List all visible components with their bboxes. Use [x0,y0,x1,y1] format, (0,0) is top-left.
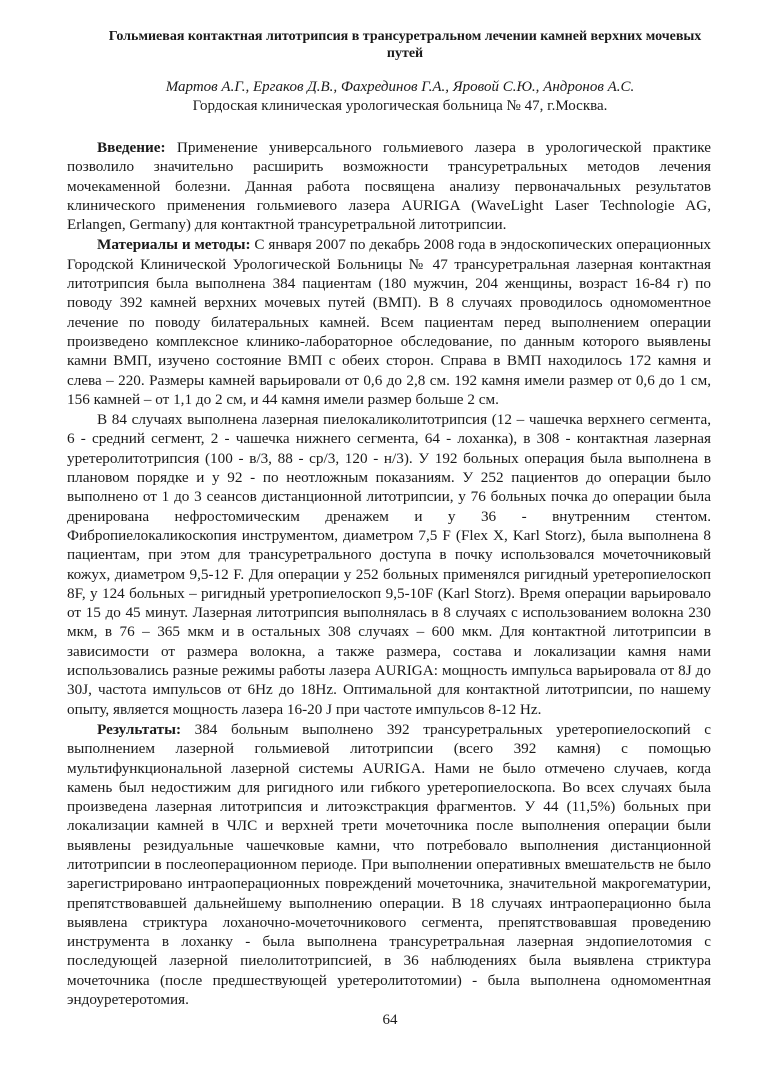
paragraph-text: Применение универсального гольмиевого лазера в урологической практике позволило значительно расширить возможности трансуретральных методов лечения мочекаменной болезни. Данная работа посвящена анализу первоначальных результатов клинического применения гольмиевого лазера AURIGA (WaveLight Laser Technologie AG, Erlangen, Germany) для контактной трансуретральной литотрипсии. [67,139,711,234]
section-heading-methods: Материалы и методы: [97,236,251,254]
paragraph-text: 384 больным выполнено 392 трансуретральных уретеропиелоскопий с выполнением лазерной гольмиевой литотрипсии (всего 392 камня) с помощью мультифункциональной лазерной системы AURIGA. Нами не было отмечено случаев, когда камень был недостижим для ригидного или гибкого уретеропиелоскопа. Во всех случаях была произведена лазерная литотрипсия и литоэкстракция фрагментов. У 44 (11,5%) больных при локализации камней в ЧЛС и верхней трети мочеточника после выполнения операции были выявлены резидуальные чашечковые камни, что потребовало выполнения дистанционной литотрипсии в послеоперационном периоде. При выполнении оперативных вмешательств не было зарегистрировано интраоперационных повреждений мочеточника, значительной макрогематурии, препятствовавшей дальнейшему выполнению операции. В 18 случаях интраоперационно была выявлена стриктура лоханочно-мочеточникового сегмента, препятствовавшая проведению инструмента в лоханку - была выполнена трансуретральная лазерная эндопиелотомия с последующей лазерной пиелолитотрипсией, в 36 наблюдениях была выявлена стриктура мочеточника (после предшествующей уретеролитотомии) - была выполнена одномоментная эндоуретеротомия. [67,720,711,1009]
paper-title: Гольмиевая контактная литотрипсия в трансуретральном лечении камней верхних мочевых путей [108,29,702,61]
affiliation: Гордоская клиническая урологическая больница № 47, г.Москва. [192,98,608,114]
paragraph-text: С января 2007 по декабрь 2008 года в эндоскопических операционных Городской Клинической Урологической Больницы № 47 трансуретральная лазерная контактная литотрипсия была выполнена 384 пациентам (180 мужчин, 204 женщины, возраст 16-84 г) по поводу 392 камней верхних мочевых путей (ВМП). В 8 случаях проводилось одномоментное лечение по поводу билатеральных камней. Всем пациентам перед выполнением операции произведено комплексное клинико-лабораторное обследование, по данным которого выявлены камни ВМП, изучено состояние ВМП с обеих сторон. Справа в ВМП находилось 172 камня и слева – 220. Размеры камней варьировали от 0,6 до 2,8 см. 192 камня имели размер от 0,6 до 1 см, 156 камней – от 1,1 до 2 см, и 44 камня имели размер больше 2 см. [67,236,711,408]
paragraph-methods [67,235,711,409]
article-body [67,138,711,1009]
author-list: Мартов А.Г., Ергаков Д.В., Фахрединов Г.А., Яровой С.Ю., Андронов А.С. [165,79,635,95]
paragraph-text: В 84 случаях выполнена лазерная пиелокаликолитотрипсия (12 – чашечка верхнего сегмента, 6 - средний сегмент, 2 - чашечка нижнего сегмента, 64 - лоханка), в 308 - контактная лазерная уретеролитотрипсия (100 - в/3, 88 - ср/3, 120 - н/3). У 192 больных операция была выполнена в плановом порядке и у 92 - по неотложным показаниям. У 252 пациентов до операции было выполнено от 1 до 3 сеансов дистанционной литотрипсии, у 76 больных почка до операции была дренирована нефростомическим дренажем и у 36 - внутренним стентом. Фибропиелокаликоскопия инструментом, диаметром 7,5 F (Flex X, Karl Storz), была выполнена 8 пациентам, при этом для трансуретрального доступа в почку использовался мочеточниковый кожух, диаметром 9,5-12 F. Для операции у 252 больных применялся ригидный уретеропиелоскоп 8F, у 124 больных – ригидный уретропиелоскоп 9,5-10F (Karl Storz). Время операции варьировало от 15 до 45 минут. Лазерная литотрипсия выполнялась в 8 случаях с использованием волокна 230 мкм, в 76 – 365 мкм и в остальных 308 случаях – 600 мкм. Для контактной литотрипсии в зависимости от размера волокна, а также размера, состава и локализации камня нами использовались разные режимы работы лазера AURIGA: мощность импульса варьировала от 8J до 30J, частота импульсов от 6Hz до 18Hz. Оптимальной для контактной литотрипсии, по нашему опыту, является мощность лазера 16-20 J при частоте импульсов 8-12 Hz. [67,411,711,718]
page-number: 64 [382,1012,398,1028]
paragraph-introduction [67,138,711,234]
paragraph-methods-continued [67,410,711,719]
paragraph-results [67,720,711,1009]
section-heading-introduction: Введение: [97,139,166,156]
section-heading-results: Результаты: [97,720,182,738]
